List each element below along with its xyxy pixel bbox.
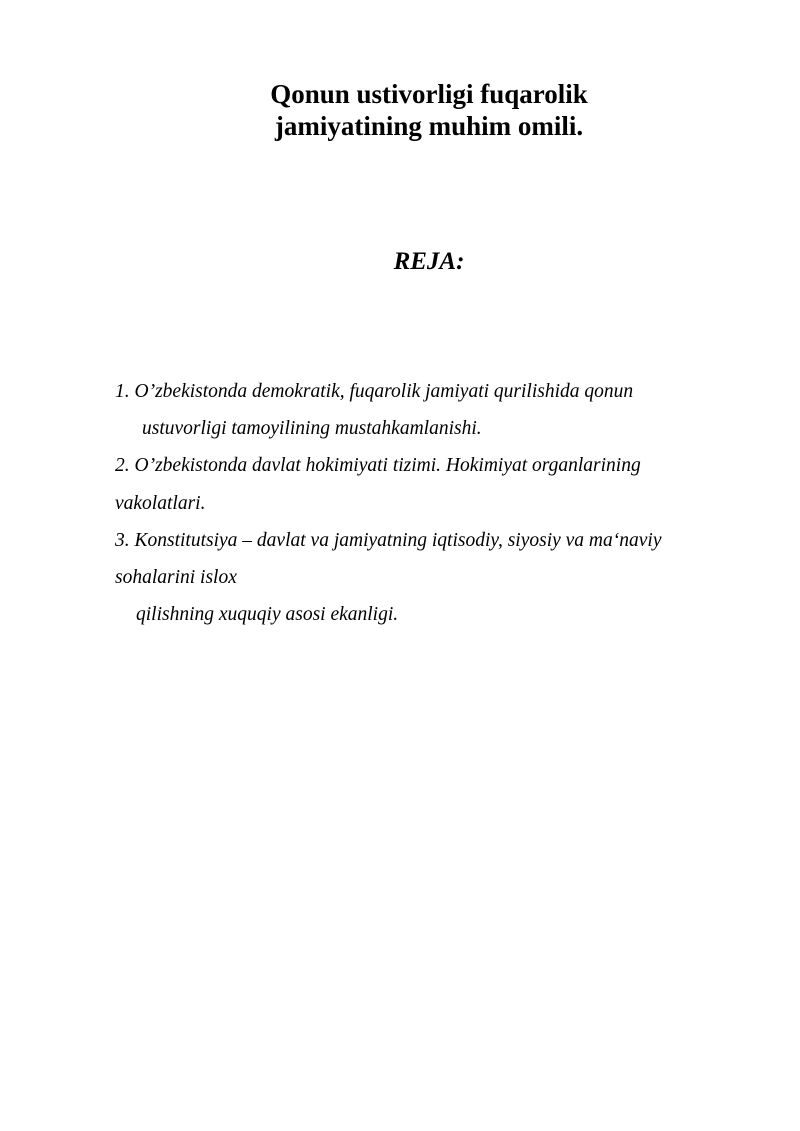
- plan-item-3-line-2: sohalarini islox: [115, 567, 237, 589]
- plan-item-2-line-2: vakolatlari.: [115, 492, 206, 514]
- document-title: [0, 78, 800, 142]
- document-title-line-1: Qonun ustivorligi fuqarolik: [270, 79, 588, 109]
- plan-item-3-line-1: 3. Konstitutsiya – davlat va jamiyatning iqtisodiy, siyosiy va ma‘naviy: [115, 529, 662, 551]
- plan-item-1-line-1: 1. O’zbekistonda demokratik, fuqarolik jamiyati qurilishida qonun: [115, 381, 634, 402]
- document-title-line-2: jamiyatining muhim omili.: [274, 111, 584, 141]
- plan-heading: REJA:: [393, 248, 465, 275]
- plan-item-3-line-3: qilishning xuquqiy asosi ekanligi.: [136, 604, 399, 626]
- plan-item-2-line-1: 2. O’zbekistonda davlat hokimiyati tizimi. Hokimiyat organlarining: [115, 455, 641, 477]
- plan-item-1-line-2: ustuvorligi tamoyilining mustahkamlanishi.: [142, 418, 482, 440]
- plan-list: [115, 373, 775, 633]
